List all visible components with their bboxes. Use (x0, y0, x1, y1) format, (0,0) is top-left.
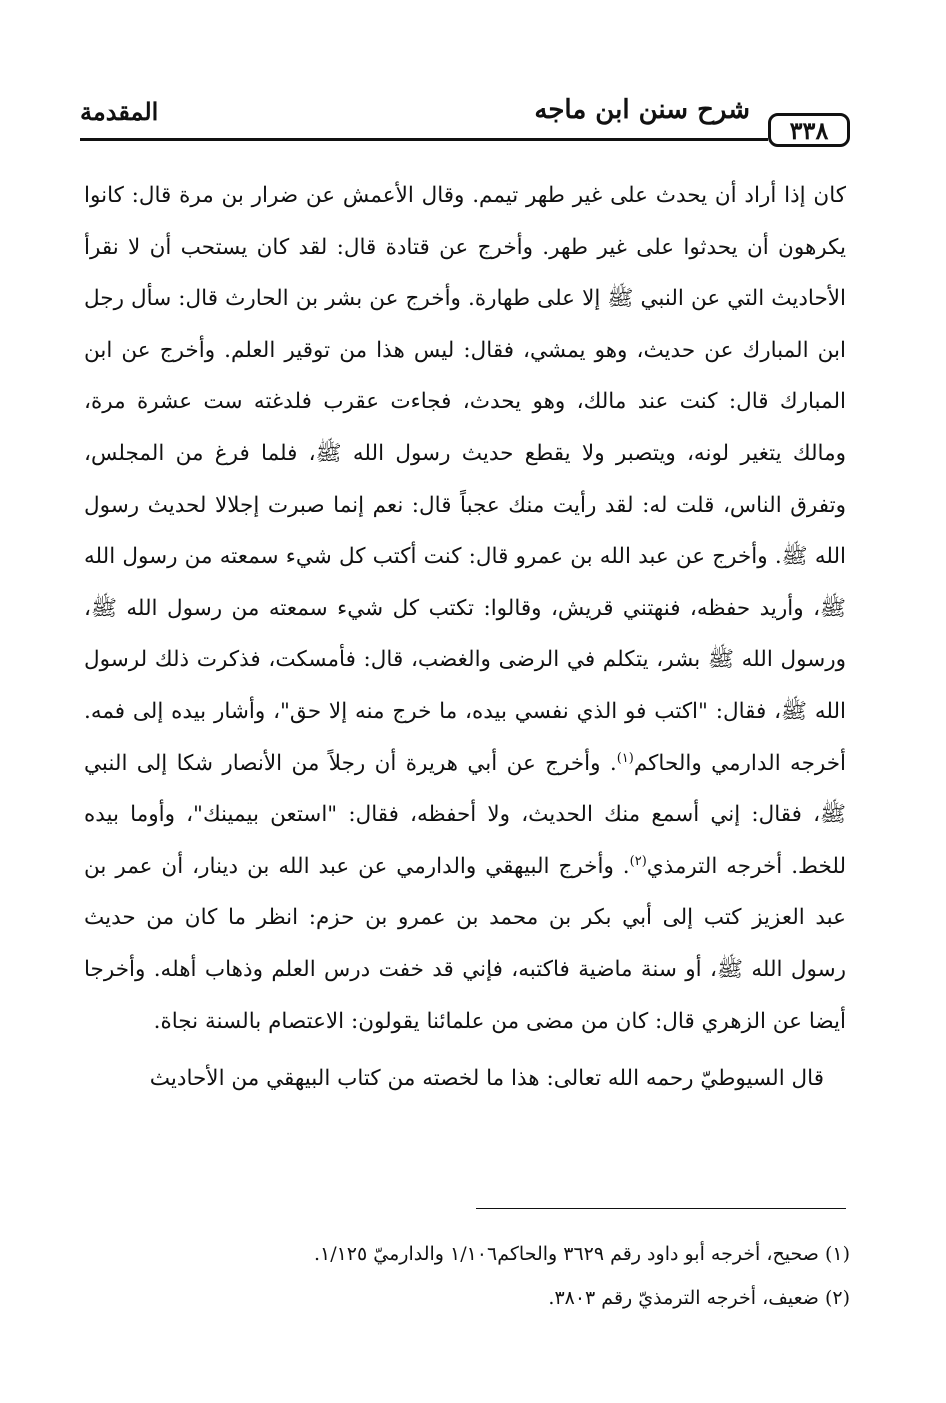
paragraph (84, 170, 846, 1047)
footnote-1: (١) صحيح، أخرجه أبو داود رقم ٣٦٢٩ والحاكم١/١٠٦ والدارميّ ١/١٢٥. (313, 1243, 850, 1265)
footnote-reference-2: (٢) (629, 853, 647, 869)
paragraph-1-part-1: كان إذا أراد أن يحدث على غير طهر تيمم. وقال الأعمش عن ضرار بن مرة قال: كانوا يكرهون أن يحدثوا على غير طهر. وأخرج عن قتادة قال: لقد كان يستحب أن لا نقرأ الأحاديث التي عن النبي ﷺ إلا على طهارة. وأخرج عن بشر بن الحارث قال: سأل رجل ابن المبارك عن حديث، وهو يمشي، فقال: ليس هذا من توقير العلم. وأخرج عن ابن المبارك قال: كنت عند مالك، وهو يحدث، فجاءت عقرب فلدغته ست عشرة مرة، ومالك يتغير لونه، ويتصبر ولا يقطع حديث رسول الله ﷺ، فلما فرغ من المجلس، وتفرق الناس، قلت له: لقد رأيت منك عجباً قال: نعم إنما صبرت إجلالا لحديث رسول الله ﷺ. وأخرج عن عبد الله بن عمرو قال: كنت أكتب كل شيء سمعته من رسول الله ﷺ، وأريد حفظه، فنهتني قريش، وقالوا: تكتب كل شيء سمعته من رسول الله ﷺ، ورسول الله ﷺ بشر، يتكلم في الرضى والغضب، قال: فأمسكت، فذكرت ذلك لرسول الله ﷺ، فقال: "اكتب فو الذي نفسي بيده، ما خرج منه إلا حق"، وأشار بيده إلى فمه. أخرجه الدارمي والحاكم (84, 183, 846, 776)
paragraph-1-part-3: . وأخرج البيهقي والدارمي عن عبد الله بن دينار، أن عمر بن عبد العزيز كتب إلى أبي بكر بن محمد بن عمرو بن حزم: انظر ما كان من حديث رسول الله ﷺ، أو سنة ماضية فاكتبه، فإني قد خفت درس العلم وذهاب أهله. وأخرجا أيضا عن الزهري قال: كان من مضى من علمائنا يقولون: الاعتصام بالسنة نجاة. (84, 853, 846, 1034)
header-rule (80, 138, 768, 141)
page-number: ٣٣٨ (768, 113, 850, 147)
page-header (80, 95, 850, 155)
paragraph-2: قال السيوطيّ رحمه الله تعالى: هذا ما لخصته من كتاب البيهقي من الأحاديث (149, 1066, 824, 1092)
footnote-2: (٢) ضعيف، أخرجه الترمذيّ رقم ٣٨٠٣. (548, 1287, 850, 1309)
book-title: شرح سنن ابن ماجه (534, 95, 750, 125)
footnotes (150, 1232, 850, 1320)
paragraph-1-part-2: . وأخرج عن أبي هريرة أن رجلاً من الأنصار شكا إلى النبي ﷺ، فقال: إني أسمع منك الحديث، ولا أحفظه، فقال: "استعن بيمينك"، وأوما بيده للخط. أخرجه الترمذي (84, 750, 846, 879)
footnote-reference-1: (١) (616, 750, 634, 766)
body-text (84, 170, 846, 1105)
footnote-separator (476, 1208, 846, 1209)
section-title: المقدمة (80, 97, 159, 126)
